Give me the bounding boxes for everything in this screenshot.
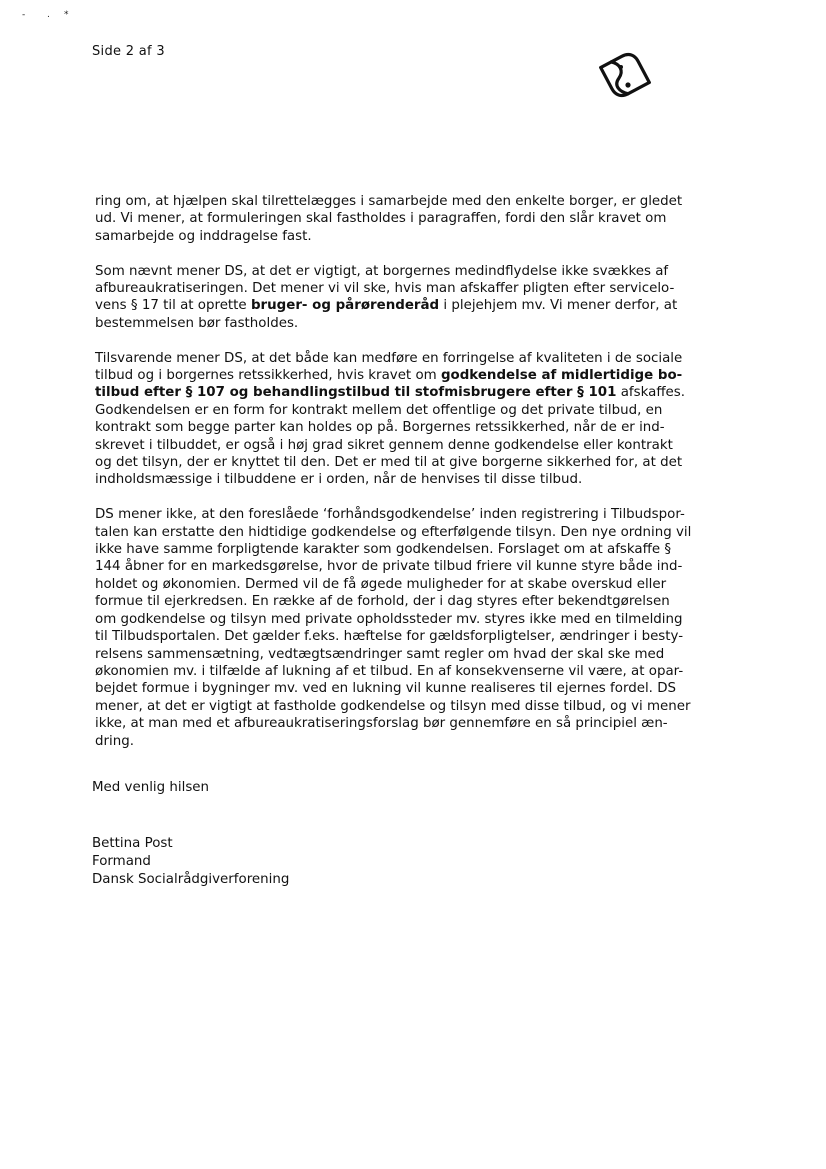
text-line: relsens sammensætning, vedtægtsændringer samt regler om hvad der skal ske med xyxy=(95,646,665,662)
text-segment: afskaffes. xyxy=(616,385,686,401)
text-line: dring. xyxy=(95,733,134,749)
text-segment: tilbud og i borgernes retssikkerhed, hvis kravet om xyxy=(95,368,441,384)
text-line: Godkendelsen er en form for kontrakt mellem det offentlige og det private tilbud, en xyxy=(95,402,663,418)
paragraph xyxy=(95,193,725,245)
emphasis-text: godkendelse af midlertidige bo- xyxy=(440,368,683,384)
text-line: ikke, at man med et afbureaukratiseringsforslag bør gennemføre en så principiel æn- xyxy=(95,716,668,732)
text-line: 144 åbner for en markedsgørelse, hvor de private tilbud friere vil kunne styre både ind- xyxy=(95,559,683,575)
text-line: mener, at det er vigtigt at fastholde godkendelse og tilsyn med disse tilbud, og vi mener xyxy=(95,698,691,714)
scan-artifact: * xyxy=(64,10,69,20)
signer-name: Bettina Post xyxy=(92,836,173,851)
text-line xyxy=(95,367,725,384)
emphasis-text: tilbud efter § 107 og behandlingstilbud til stofmisbrugere efter § 101 xyxy=(95,385,617,401)
text-line: ring om, at hjælpen skal tilrettelægges i samarbejde med den enkelte borger, er gledet xyxy=(95,194,683,209)
text-line: Som nævnt mener DS, at det er vigtigt, at borgernes medindflydelse ikke svækkes af xyxy=(95,263,669,279)
text-line: ud. Vi mener, at formuleringen skal fastholdes i paragraffen, fordi den slår kravet om xyxy=(95,211,667,227)
text-line: ikke have samme forpligtende karakter som godkendelsen. Forslaget om at afskaffe § xyxy=(95,542,672,558)
text-line: talen kan erstatte den hidtidige godkendelse og efterfølgende tilsyn. Den nye ordning vil xyxy=(95,524,692,540)
page-number: Side 2 af 3 xyxy=(92,44,165,59)
text-segment: vens § 17 til at oprette xyxy=(95,298,251,314)
paragraph xyxy=(95,350,725,489)
ds-logo-icon xyxy=(594,44,656,106)
text-line: samarbejde og inddragelse fast. xyxy=(95,228,312,244)
text-line: kontrakt som begge parter kan holdes op på. Borgernes retssikkerhed, når de er ind- xyxy=(95,420,665,436)
closing-salutation: Med venlig hilsen xyxy=(92,780,210,795)
text-line: om godkendelse og tilsyn med private opholdssteder mv. styres ikke med en tilmelding xyxy=(95,611,683,627)
paragraph xyxy=(95,263,725,333)
text-line: økonomien mv. i tilfælde af lukning af et tilbud. En af konsekvenserne vil være, at opar- xyxy=(95,663,684,679)
emphasis-text: bruger- og pårørenderåd xyxy=(250,298,440,314)
text-line: holdet og økonomien. Dermed vil de få øgede muligheder for at skabe overskud eller xyxy=(95,576,667,592)
scan-artifact: . xyxy=(47,10,50,20)
text-segment: i plejehjem mv. Vi mener derfor, at xyxy=(439,298,678,314)
text-line: bejdet formue i bygninger mv. ved en lukning vil kunne realiseres til ejernes fordel. DS xyxy=(95,681,676,697)
letter-body xyxy=(95,193,725,767)
signer-organization: Dansk Socialrådgiverforening xyxy=(92,872,290,887)
text-line: formue til ejerkredsen. En række af de forhold, der i dag styres efter bekendtgørelsen xyxy=(95,594,670,610)
text-line: bestemmelsen bør fastholdes. xyxy=(95,315,299,331)
text-line: afbureaukratiseringen. Det mener vi vil ske, hvis man afskaffer pligten efter servicelo- xyxy=(95,281,675,297)
text-line: og det tilsyn, der er knyttet til den. Det er med til at give borgerne sikkerhed for, at det xyxy=(95,455,683,471)
signature-block xyxy=(92,835,289,889)
text-line: Tilsvarende mener DS, at det både kan medføre en forringelse af kvaliteten i de sociale xyxy=(95,350,683,366)
text-line: indholdsmæssige i tilbuddene er i orden, når de henvises til disse tilbud. xyxy=(95,472,583,488)
signer-title: Formand xyxy=(92,854,151,869)
text-line xyxy=(95,297,725,314)
text-line: skrevet i tilbuddet, er også i høj grad sikret gennem denne godkendelse eller kontrakt xyxy=(95,437,673,453)
text-line: til Tilbudsportalen. Det gælder f.eks. hæftelse for gældsforpligtelser, ændringer i besty- xyxy=(95,629,684,645)
text-line xyxy=(95,384,725,401)
text-line: DS mener ikke, at den foreslåede ‘forhåndsgodkendelse’ inden registrering i Tilbudspor- xyxy=(95,507,685,523)
paragraph xyxy=(95,506,725,750)
scan-artifact: - xyxy=(22,10,26,20)
